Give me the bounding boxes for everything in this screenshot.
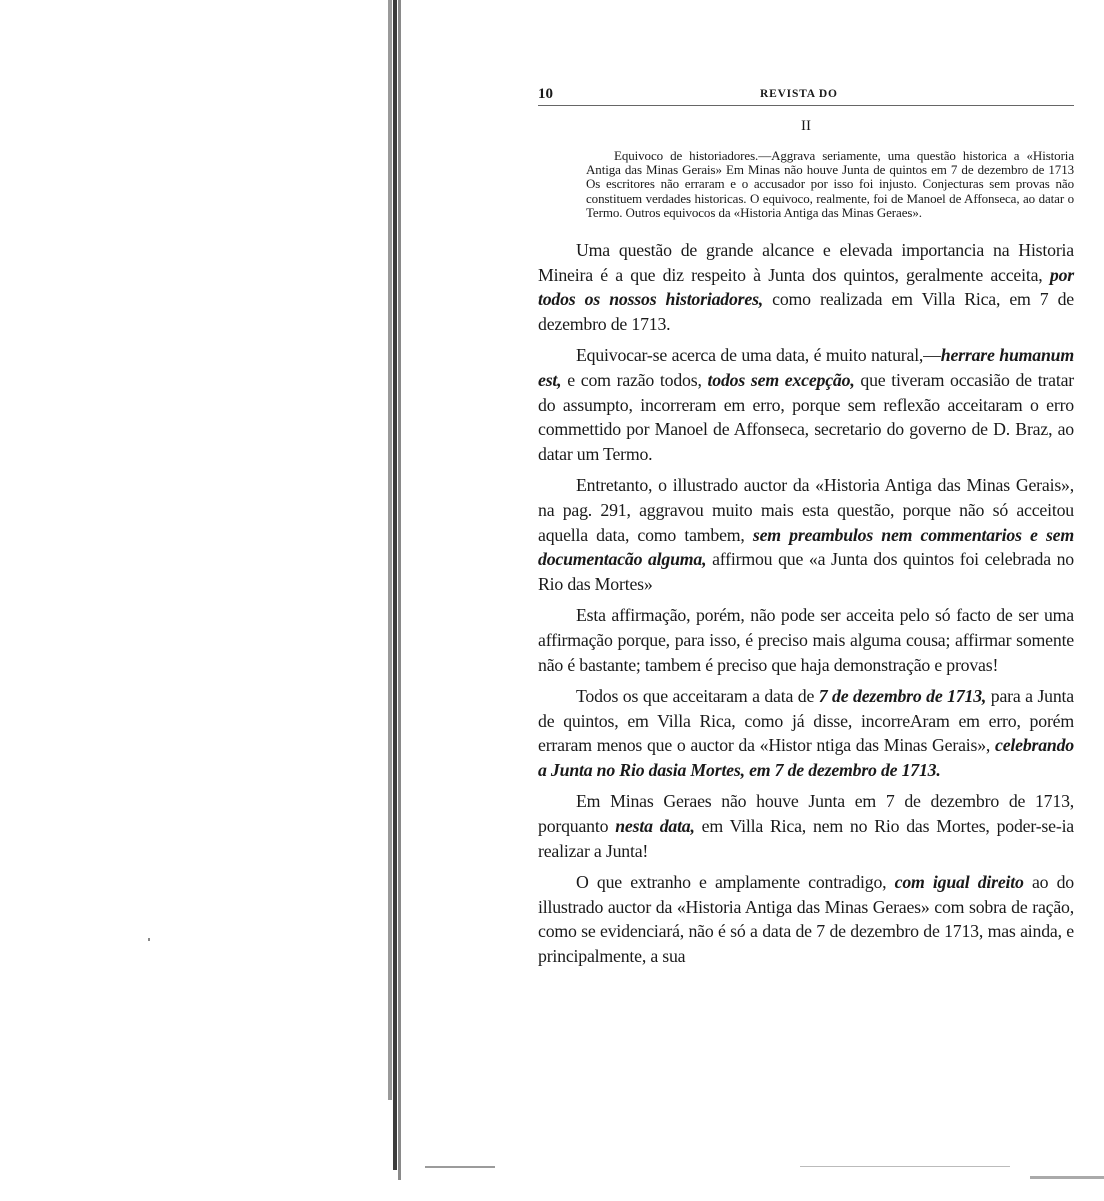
scan-mark <box>1030 1176 1104 1179</box>
paragraph: Equivocar-se acerca de uma data, é muito natural,—herrare humanum est, e com razão todos, todos sem excepção, que tiveram occasião de tratar do assumpto, incorreram em erro, porque sem reflexão acceitaram o erro commettido por Manoel de Affonseca, secretario do governo de D. Braz, ao datar um Termo. <box>538 345 1074 464</box>
gutter-shadow-right <box>398 0 401 1180</box>
paragraph: Esta affirmação, porém, não pode ser acceita pelo só facto de ser uma affirmação porque, para isso, é preciso mais alguma cousa; affirmar somente não é bastante; tambem é preciso que haja demonstração e provas! <box>538 605 1074 675</box>
gutter-shadow-dark <box>393 0 397 1170</box>
scan-mark <box>800 1166 1010 1167</box>
chapter-summary: Equivoco de historiadores.—Aggrava seriamente, uma questão historica a «Historia Antiga das Minas Gerais» Em Minas não houve Junta de quintos em 7 de dezembro de 1713 Os escritores não erraram e o accusador por isso foi injusto. Conjecturas sem provas não constituem verdades historicas. O equivoco, realmente, foi de Manoel de Affonseca, ao datar o Termo. Outros equivocos da «Historia Antiga das Minas Geraes». <box>586 148 1074 220</box>
scan-mark <box>425 1166 495 1168</box>
body-text <box>538 238 1074 969</box>
book-gutter <box>382 0 404 1201</box>
scan-speck <box>148 938 150 941</box>
paragraph: Todos os que acceitaram a data de 7 de dezembro de 1713, para a Junta de quintos, em Villa Rica, como já disse, incorreAram em erro, porém erraram menos que o auctor da «Histor ntiga das Minas Gerais», celebrando a Junta no Rio dasia Mortes, em 7 de dezembro de 1713. <box>538 686 1074 780</box>
paragraph: Em Minas Geraes não houve Junta em 7 de dezembro de 1713, porquanto nesta data, em Villa Rica, nem no Rio das Mortes, poder-se-ia realizar a Junta! <box>538 791 1074 861</box>
paragraph: O que extranho e amplamente contradigo, com igual direito ao do illustrado auctor da «Historia Antiga das Minas Geraes» com sobra de ração, como se evidenciará, não é só a data de 7 de dezembro de 1713, mas ainda, e principalmente, a sua <box>538 872 1074 967</box>
running-head <box>538 80 1074 102</box>
gutter-shadow-left <box>388 0 392 1100</box>
paragraph: Entretanto, o illustrado auctor da «Historia Antiga das Minas Gerais», na pag. 291, aggravou muito mais esta questão, porque não só acceitou aquella data, como tambem, sem preambulos nem commentarios e sem documentacão alguma, affirmou que «a Junta dos quintos foi celebrada no Rio das Mortes» <box>538 475 1074 594</box>
page-number: 10 <box>538 86 553 102</box>
book-page <box>538 80 1074 976</box>
chapter-number: II <box>801 118 811 134</box>
running-title: REVISTA DO <box>760 88 838 100</box>
header-rule <box>538 105 1074 106</box>
paragraph: Uma questão de grande alcance e elevada importancia na Historia Mineira é a que diz respeito à Junta dos quintos, geralmente acceita, por todos os nossos historiadores, como realizada em Villa Rica, em 7 de dezembro de 1713. <box>538 240 1074 334</box>
